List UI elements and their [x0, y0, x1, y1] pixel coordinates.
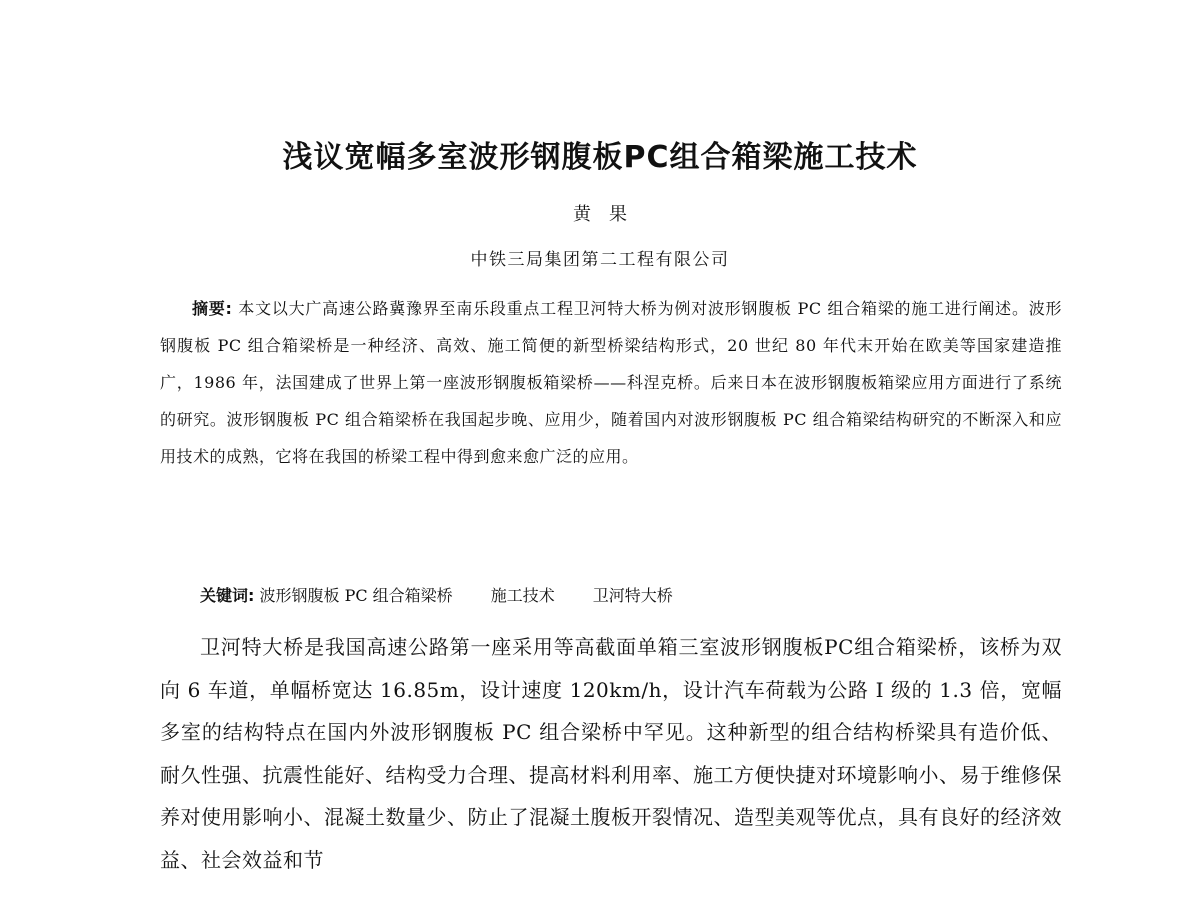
paper-title: 浅议宽幅多室波形钢腹板PC组合箱梁施工技术: [282, 140, 918, 175]
keywords-label: 关键词:: [200, 586, 255, 605]
keyword-item: 波形钢腹板 PC 组合箱梁桥: [259, 586, 453, 605]
abstract-paragraph: [160, 290, 1062, 475]
abstract-label: 摘要:: [192, 299, 233, 318]
author-name: 黄果: [573, 204, 645, 225]
body-paragraph: 卫河特大桥是我国高速公路第一座采用等高截面单箱三室波形钢腹板PC组合箱梁桥，该桥为双向 6 车道，单幅桥宽达 16.85m，设计速度 120km/h，设计汽车荷载为公路 I 级的 1.3 倍，宽幅多室的结构特点在国内外波形钢腹板 PC 组合梁桥中罕见。这种新型的组合结构桥梁具有造价低、耐久性强、抗震性能好、结构受力合理、提高材料利用率、施工方便快捷对环境影响小、易于维修保养对使用影响小、混凝土数量少、防止了混凝土腹板开裂情况、造型美观等优点，具有良好的经济效益、社会效益和节: [160, 635, 1062, 872]
abstract-text: 本文以大广高速公路冀豫界至南乐段重点工程卫河特大桥为例对波形钢腹板 PC 组合箱梁的施工进行阐述。波形钢腹板 PC 组合箱梁桥是一种经济、高效、施工简便的新型桥梁结构形式，20 世纪 80 年代末开始在欧美等国家建造推广，1986 年，法国建成了世界上第一座波形钢腹板箱梁桥——科涅克桥。后来日本在波形钢腹板箱梁应用方面进行了系统的研究。波形钢腹板 PC 组合箱梁桥在我国起步晚、应用少，随着国内对波形钢腹板 PC 组合箱梁结构研究的不断深入和应用技术的成熟，它将在我国的桥梁工程中得到愈来愈广泛的应用。: [160, 299, 1062, 466]
keyword-item: 施工技术: [490, 586, 555, 605]
author-affiliation: 中铁三局集团第二工程有限公司: [470, 250, 730, 270]
keywords-line: [200, 581, 711, 611]
keyword-item: 卫河特大桥: [592, 586, 673, 605]
